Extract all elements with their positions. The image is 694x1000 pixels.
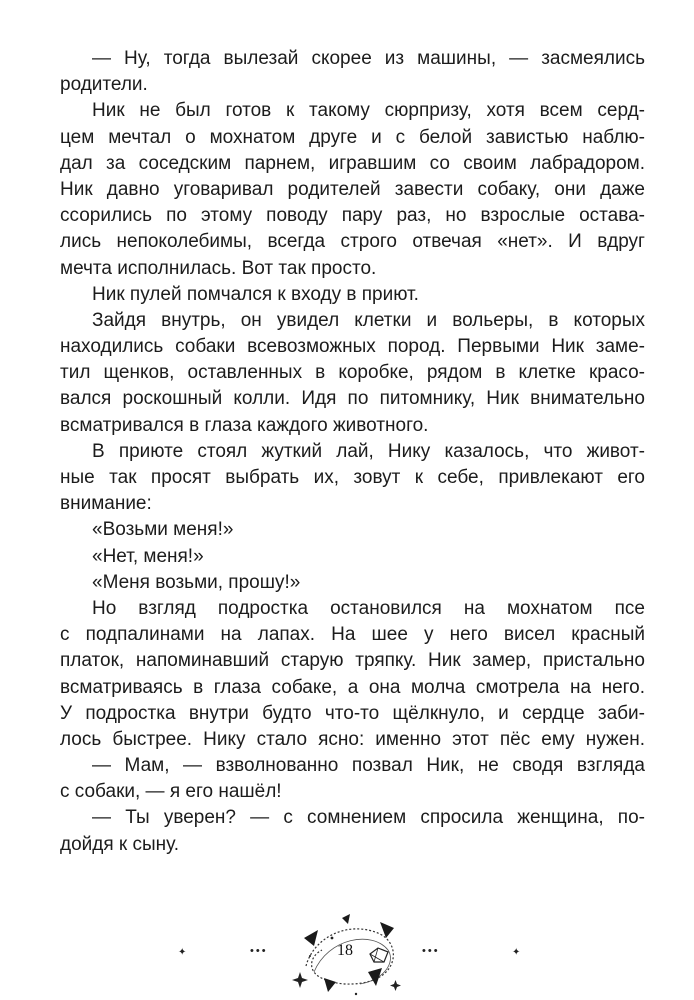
text-line: Ник давно уговаривал родителей завести собаку, они даже	[60, 178, 645, 200]
text-line: Но взгляд подростка остановился на мохнатом псе	[92, 597, 645, 619]
text-line: дойдя к сыну.	[60, 833, 180, 855]
text-line: — Мам, — взволнованно позвал Ник, не сводя взгляда	[92, 755, 645, 777]
text-line: внимание:	[60, 493, 152, 515]
text-line: всматриваясь в глаза собаке, а она молча смотрела на него.	[60, 676, 645, 698]
text-line: «Возьми меня!»	[92, 519, 234, 541]
text-line: Ник не был готов к такому сюрпризу, хотя всем серд-	[92, 100, 645, 122]
text-line: Ник пулей помчался к входу в приют.	[92, 283, 419, 305]
text-line: У подростка внутри будто что-то щёлкнуло, и сердце заби-	[60, 702, 645, 724]
text-line: — Ты уверен? — с сомнением спросила женщина, по-	[92, 807, 645, 829]
text-line: — Ну, тогда вылезай скорее из машины, — засмеялись	[92, 48, 645, 69]
text-line: дал за соседским парнем, игравшим со своим лабрадором.	[60, 152, 645, 174]
text-line: родители.	[60, 74, 148, 96]
body-text	[60, 46, 645, 858]
text-line: цем мечтал о мохнатом друге и с белой завистью наблю-	[60, 126, 645, 148]
text-line: ные так просят выбрать их, зовут к себе, привлекают его	[60, 467, 645, 488]
page-number: 18	[337, 942, 353, 959]
text-line: ссорились по этому поводу пару раз, но взрослые остава-	[60, 205, 645, 227]
text-line: лось быстрее. Нику стало ясно: именно этот пёс ему нужен.	[60, 728, 645, 750]
text-line: с подпалинами на лапах. На шее у него висел красный	[60, 624, 645, 646]
text-line: лись непоколебимы, всегда строго отвечая «нет». И вдруг	[60, 231, 645, 253]
text-line: Зайдя внутрь, он увидел клетки и вольеры, в которых	[92, 309, 645, 331]
text-line: находились собаки всевозможных пород. Первыми Ник заме-	[60, 336, 645, 358]
text-line: платок, напоминавший старую тряпку. Ник замер, пристально	[60, 650, 645, 672]
text-line: В приюте стоял жуткий лай, Нику казалось, что живот-	[92, 440, 645, 462]
page-footer	[0, 900, 694, 1000]
dots-ornament-icon: •••	[422, 945, 440, 957]
sparkle-icon: ✦	[178, 947, 187, 958]
text-line: «Нет, меня!»	[92, 545, 204, 567]
text-line: вался роскошный колли. Идя по питомнику, Ник внимательно	[60, 388, 645, 410]
text-line: с собаки, — я его нашёл!	[60, 781, 282, 803]
text-line: мечта исполнилась. Вот так просто.	[60, 257, 377, 279]
text-line: «Меня возьми, прошу!»	[92, 571, 301, 593]
dots-ornament-icon: •••	[250, 945, 268, 957]
text-line: тил щенков, оставленных в коробке, рядом в клетке красо-	[60, 362, 645, 384]
text-line: всматривался в глаза каждого животного.	[60, 414, 429, 436]
sparkle-icon: ✦	[512, 947, 521, 958]
